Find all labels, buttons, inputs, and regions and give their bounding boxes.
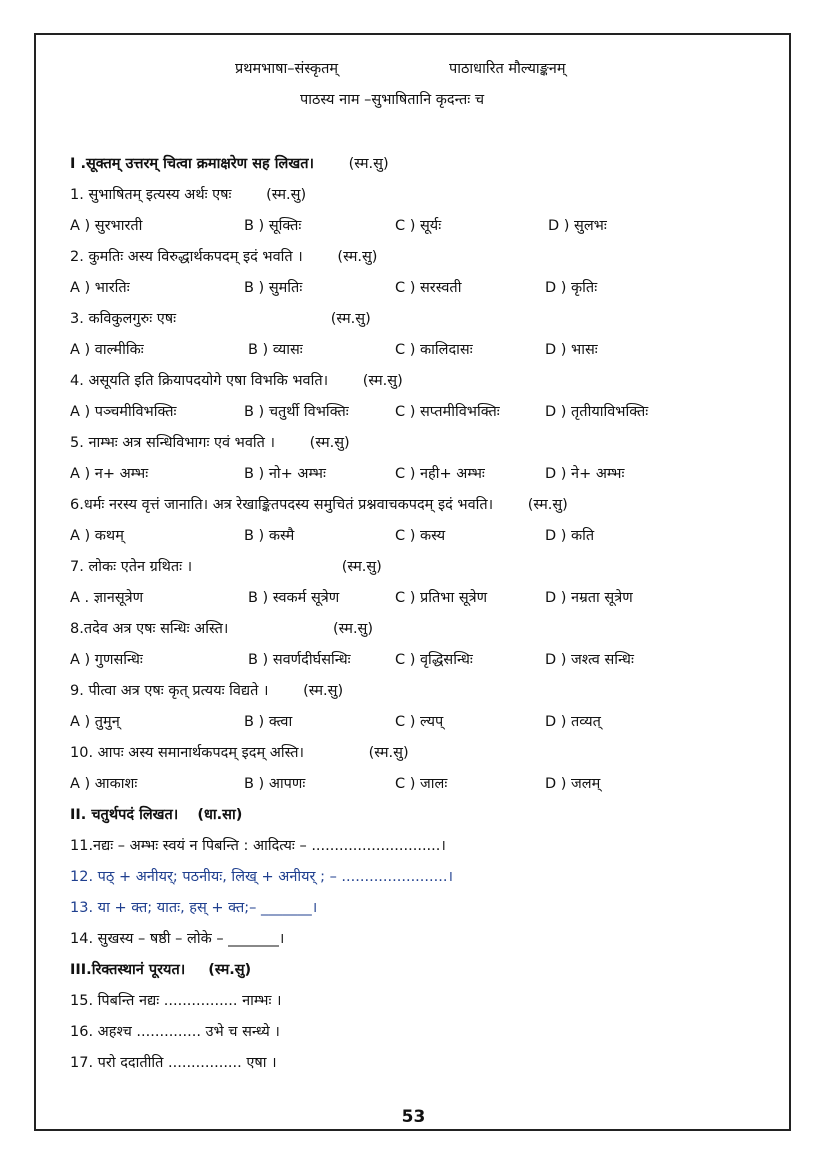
option-a: A ) तुमुन्: [70, 714, 120, 730]
question-marks: (स्म.सु): [303, 683, 344, 699]
list-item: 14. सुखस्य – षष्ठी – लोके – _______।: [70, 931, 285, 947]
question-text: 6.धर्मः नरस्य वृत्तं जानाति। अत्र रेखाङ्कितपदस्य समुचितं प्रश्नवाचकपदम् इदं भवति।: [70, 497, 494, 513]
list-item: 13. या + क्त; यातः, हस् + क्त;– _______।: [70, 900, 318, 916]
option-b: B ) क्त्वा: [244, 714, 293, 730]
question-text: 5. नाम्भः अत्र सन्धिविभागः एवं भवति ।: [70, 435, 276, 451]
option-c: C ) सरस्वती: [395, 280, 462, 296]
question-marks: (स्म.सु): [527, 497, 568, 513]
question-marks: (स्म.सु): [266, 187, 307, 203]
option-d: D ) तव्यत्: [545, 714, 601, 730]
section3-heading-text: III.रिक्तस्थानं पूरयत।: [70, 962, 186, 978]
option-b: B ) नो+ अम्भः: [244, 466, 326, 482]
option-d: D ) तृतीयाविभक्तिः: [545, 404, 649, 420]
option-c: C ) कालिदासः: [395, 342, 473, 358]
page-number: 53: [401, 1107, 426, 1127]
section1-heading: [70, 154, 389, 174]
list-item: 17. परो ददातीति ................ एषा ।: [70, 1055, 277, 1071]
option-c: C ) कस्य: [395, 528, 446, 544]
option-c: C ) नही+ अम्भः: [395, 466, 485, 482]
option-b: B ) सुमतिः: [244, 280, 303, 296]
option-a: A ) न+ अम्भः: [70, 466, 149, 482]
question-1: [70, 185, 306, 205]
question-marks: (स्म.सु): [332, 621, 374, 637]
header-assessment: पाठाधारित मौल्याङ्कनम्: [449, 61, 566, 77]
option-a: A ) वाल्मीकिः: [70, 342, 144, 358]
section3-marks: (स्म.सु): [208, 962, 252, 978]
question-text: 4. असूयति इति क्रियापदयोगे एषा विभकि भवति।: [70, 373, 329, 389]
list-item: 12. पठ् + अनीयर्; पठनीयः, लिख् + अनीयर् ; – .......................।: [70, 869, 453, 885]
option-a: A . ज्ञानसूत्रेण: [70, 590, 144, 606]
option-a: A ) गुणसन्धिः: [70, 652, 143, 668]
question-10: [70, 743, 409, 763]
question-text: 10. आपः अस्य समानार्थकपदम् इदम् अस्ति।: [70, 745, 304, 761]
question-marks: (स्म.सु): [341, 559, 382, 575]
question-marks: (स्म.सु): [337, 249, 378, 265]
question-text: 8.तदेव अत्र एषः सन्धिः अस्ति।: [70, 621, 229, 637]
option-c: C ) वृद्धिसन्धिः: [395, 652, 473, 668]
option-c: C ) सप्तमीविभक्तिः: [395, 404, 500, 420]
question-text: 3. कविकुलगुरुः एषः: [70, 311, 177, 327]
question-7: [70, 557, 382, 577]
option-c: C ) सूर्यः: [395, 218, 442, 234]
question-3: [70, 309, 371, 329]
header-subject: प्रथमभाषा–संस्कृतम्: [235, 61, 339, 77]
section2-marks: (धा.सा): [197, 807, 243, 823]
option-d: D ) भासः: [545, 342, 598, 358]
option-d: D ) सुलभः: [548, 218, 607, 234]
option-a: A ) पञ्चमीविभक्तिः: [70, 404, 177, 420]
question-4: [70, 371, 403, 391]
option-b: B ) स्वकर्म सूत्रेण: [248, 590, 340, 606]
question-9: [70, 681, 343, 701]
list-item: 15. पिबन्ति नद्यः ................ नाम्भः ।: [70, 993, 282, 1009]
option-b: B ) चतुर्थी विभक्तिः: [244, 404, 349, 420]
option-c: C ) प्रतिभा सूत्रेण: [395, 590, 488, 606]
option-b: B ) व्यासः: [248, 342, 303, 358]
question-marks: (स्म.सु): [362, 373, 403, 389]
question-text: 1. सुभाषितम् इत्यस्य अर्थः एषः: [70, 187, 232, 203]
option-d: D ) जश्त्व सन्धिः: [545, 652, 634, 668]
option-c: C ) ल्यप्: [395, 714, 444, 730]
option-b: B ) सूक्तिः: [244, 218, 302, 234]
option-a: A ) कथम्: [70, 528, 124, 544]
question-8: [70, 619, 373, 639]
option-a: A ) भारतिः: [70, 280, 130, 296]
question-5: [70, 433, 350, 453]
option-a: A ) आकाशः: [70, 776, 138, 792]
option-a: A ) सुरभारती: [70, 218, 143, 234]
section1-heading-text: I .सूक्तम् उत्तरम् चित्वा क्रमाक्षरेण सह लिखत।: [70, 156, 314, 172]
question-text: 7. लोकः एतेन ग्रथितः ।: [70, 559, 193, 575]
section1-marks: (स्म.सु): [348, 156, 389, 172]
section2-heading: [70, 805, 242, 825]
option-c: C ) जालः: [395, 776, 448, 792]
question-2: [70, 247, 377, 267]
option-d: D ) ने+ अम्भः: [545, 466, 625, 482]
question-6: [70, 495, 568, 515]
header-lesson: पाठस्य नाम –सुभाषितानि कृदन्तः च: [300, 92, 485, 108]
option-d: D ) कति: [545, 528, 595, 544]
option-b: B ) सवर्णदीर्घसन्धिः: [248, 652, 351, 668]
option-d: D ) जलम्: [545, 776, 601, 792]
question-text: 9. पीत्वा अत्र एषः कृत् प्रत्ययः विद्यते ।: [70, 683, 269, 699]
section3-heading: [70, 960, 251, 980]
question-marks: (स्म.सु): [309, 435, 350, 451]
option-b: B ) कस्मै: [244, 528, 295, 544]
question-text: 2. कुमतिः अस्य विरुद्धार्थकपदम् इदं भवति ।: [70, 249, 303, 265]
option-d: D ) कृतिः: [545, 280, 598, 296]
section2-heading-text: II. चतुर्थपदं लिखत।: [70, 807, 179, 823]
option-d: D ) नम्रता सूत्रेण: [545, 590, 633, 606]
list-item: 16. अहश्च .............. उभे च सन्ध्ये ।: [70, 1024, 280, 1040]
option-b: B ) आपणः: [244, 776, 306, 792]
list-item: 11.नद्यः – अम्भः स्वयं न पिबन्ति : आदित्यः – ............................।: [70, 838, 446, 854]
question-marks: (स्म.सु): [368, 745, 409, 761]
question-marks: (स्म.सु): [330, 311, 371, 327]
